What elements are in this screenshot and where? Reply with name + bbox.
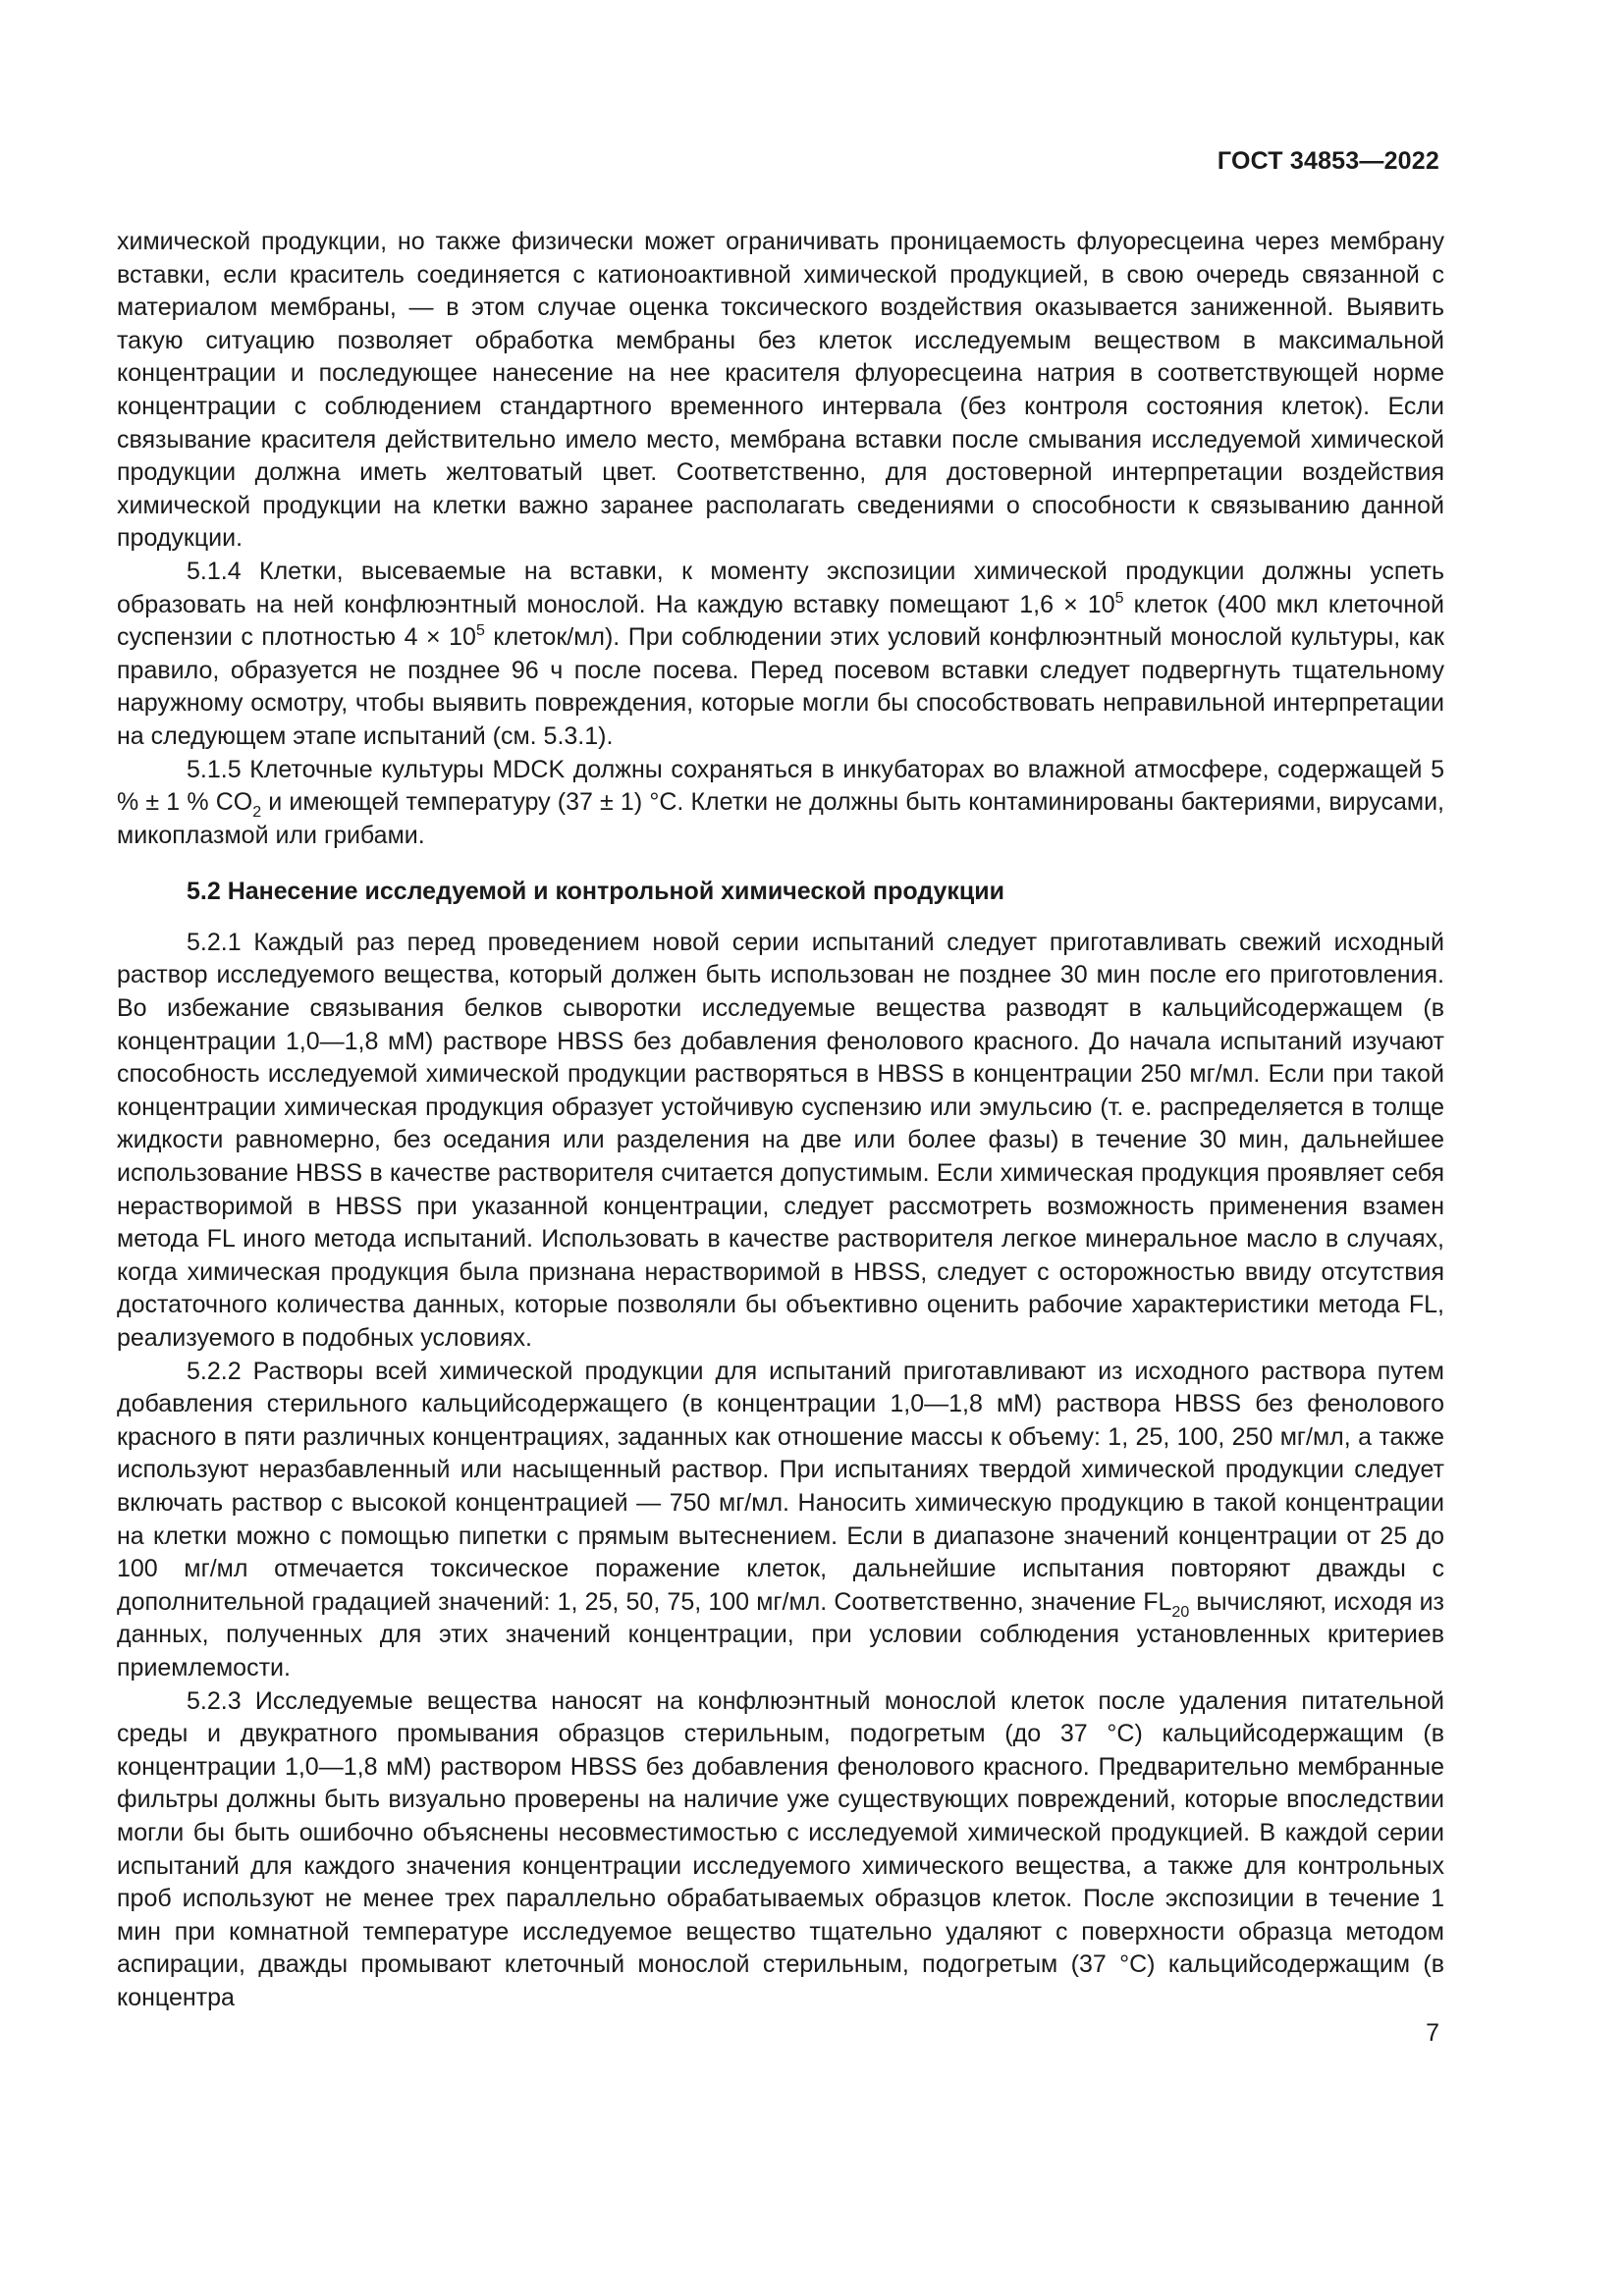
paragraph-5-2-1: 5.2.1 Каждый раз перед проведением новой серии испытаний следует приготавливать свежий исходный раствор исследуемого вещества, который должен быть использован не позднее 30 мин после его приготовления. Во избежание связывания белков сыворотки исследуемые вещества разводят в кальцийсодержащем (в концентрации 1,0—1,8 мМ) растворе HBSS без добавления фенолового красного. До начала испытаний изучают способность исследуемой химической продукции растворяться в HBSS в концентрации 250 мг/мл. Если при такой концентрации химическая продукция образует устойчивую суспензию или эмульсию (т. е. распределяется в толще жидкости равномерно, без оседания или разделения на две или более фазы) в течение 30 мин, дальнейшее использование HBSS в качестве растворителя считается допустимым. Если химическая продукция проявляет себя нерастворимой в HBSS при указанной концентрации, следует рассмотреть возможность применения взамен метода FL иного метода испытаний. Использовать в качестве растворителя легкое минеральное масло в случаях, когда химическая продукция была признана нерастворимой в HBSS, следует с осторожностью ввиду отсутствия достаточного количества данных, которые позволяли бы объективно оценить рабочие характеристики метода FL, реализуемого в подобных условиях. [117, 928, 1444, 1352]
text-run: клеток/мл). При соблюдении этих условий конфлюэнтный монослой культуры, как правило, образуется не позднее 96 ч после посева. Перед посевом вставки следует подвергнуть тщательному наружному осмотру, чтобы выявить повреждения, которые могли бы способствовать неправильной интерпретации на следующем этапе испытаний (см. 5.3.1). [117, 623, 1444, 750]
text-run: 5.2.2 Растворы всей химической продукции для испытаний приготавливают из исходного раствора путем добавления стерильного кальцийсодержащего (в концентрации 1,0—1,8 мМ) раствора HBSS без фенолового красного в пяти различных концентрациях, заданных как отношение массы к объему: 1, 25, 100, 250 мг/мл, а также используют неразбавленный или насыщенный раствор. При испытаниях твердой химической продукции следует включать раствор с высокой концентрацией — 750 мг/мл. Наносить химическую продукцию в такой концентрации на клетки можно с помощью пипетки с прямым вытеснением. Если в диапазоне значений концентрации от 25 до 100 мг/мл отмечается токсическое поражение клеток, дальнейшие испытания повторяют дважды с дополнительной градацией значений: 1, 25, 50, 75, 100 мг/мл. Соответственно, значение FL [117, 1357, 1444, 1616]
subscript: 2 [252, 804, 262, 822]
section-heading-5-2: 5.2 Нанесение исследуемой и контрольной химической продукции [187, 878, 1005, 906]
text-run: вычисляют, исходя из данных, полученных для этих значений концентрации, при условии соблюдения установленных критериев приемлемости. [117, 1587, 1444, 1682]
text-run: 5.1.5 Клеточные культуры MDCK должны сохраняться в инкубаторах во влажной атмосфере, содержащей 5 % ± 1 % CO [117, 755, 1444, 817]
text-run: клеток (400 мкл клеточной суспензии с плотностью 4 × 10 [117, 590, 1444, 652]
paragraph-5-1-5 [117, 754, 1444, 853]
subscript: 20 [1171, 1603, 1190, 1621]
paragraph-5-2-3: 5.2.3 Исследуемые вещества наносят на конфлюэнтный монослой клеток после удаления питательной среды и двукратного промывания образцов стерильным, подогретым (до 37 °C) кальцийсодержащим (в концентрации 1,0—1,8 мМ) раствором HBSS без добавления фенолового красного. Предварительно мембранные фильтры должны быть визуально проверены на наличие уже существующих повреждений, которые впоследствии могли бы быть ошибочно объяснены несовместимостью с исследуемой химической продукцией. В каждой серии испытаний для каждого значения концентрации исследуемого химического вещества, а также для контрольных проб используют не менее трех параллельно обрабатываемых образцов клеток. После экспозиции в течение 1 мин при комнатной температуре исследуемое вещество тщательно удаляют с поверхности образца методом аспирации, дважды промывают клеточный монослой стерильным, подогретым (37 °C) кальцийсодержащим (в концентра [117, 1686, 1444, 2011]
superscript: 5 [475, 622, 485, 640]
paragraph-5-2-2 [117, 1356, 1444, 1685]
page-number: 7 [1426, 2019, 1439, 2047]
superscript: 5 [1114, 589, 1124, 607]
text-run: и имеющей температуру (37 ± 1) °C. Клетки не должны быть контаминированы бактериями, вирусами, микоплазмой или грибами. [117, 788, 1444, 849]
text-run: 5.1.4 Клетки, высеваемые на вставки, к моменту экспозиции химической продукции должны успеть образовать на ней конфлюэнтный монослой. На каждую вставку помещают 1,6 × 10 [117, 557, 1444, 618]
paragraph-continuation: химической продукции, но также физически может ограничивать проницаемость флуоресцеина через мембрану вставки, если краситель соединяется с катионоактивной химической продукцией, в свою очередь связанной с материалом мембраны, — в этом случае оценка токсического воздействия оказывается заниженной. Выявить такую ситуацию позволяет обработка мембраны без клеток исследуемым веществом в максимальной концентрации и последующее нанесение на нее красителя флуоресцеина натрия в соответствующей норме концентрации с соблюдением стандартного временного интервала (без контроля состояния клеток). Если связывание красителя действительно имело место, мембрана вставки после смывания исследуемой химической продукции должна иметь желтоватый цвет. Соответственно, для достоверной интерпретации воздействия химической продукции на клетки важно заранее располагать сведениями о способности к связыванию данной продукции. [117, 228, 1444, 553]
paragraph-5-1-4 [117, 556, 1444, 754]
document-code: ГОСТ 34853—2022 [1217, 147, 1439, 175]
document-body [117, 226, 1444, 2014]
